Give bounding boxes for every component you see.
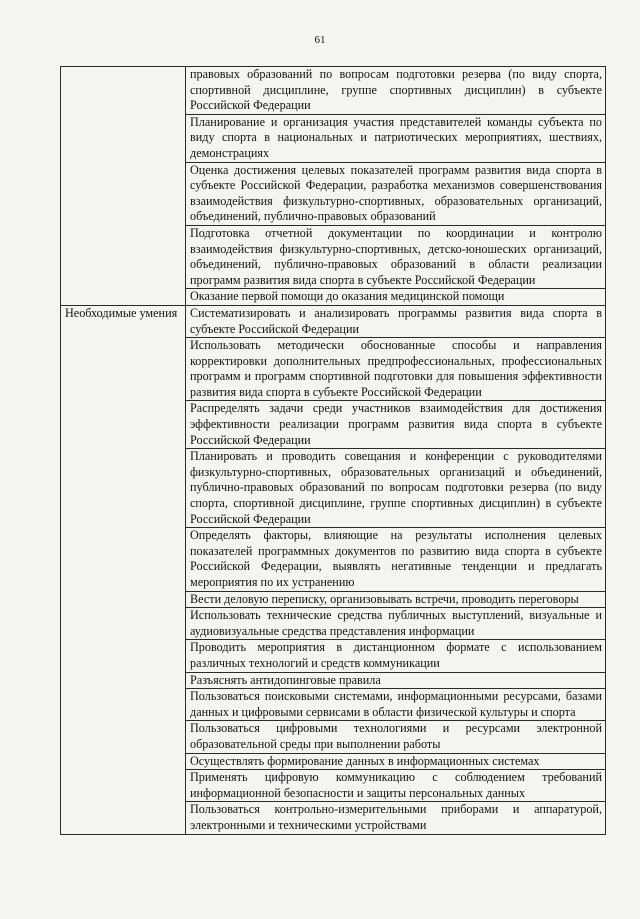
table-cell: Применять цифровую коммуникацию с соблюдением требований информационной безопасности и защиты персональных данных	[186, 770, 606, 802]
table-cell: Оценка достижения целевых показателей программ развития вида спорта в субъекте Российской Федерации, разработка механизмов совершенствования взаимодействия физкультурно-спортивных, образовательных организаций, объединений, публично-правовых образований	[186, 162, 606, 225]
table-cell: Подготовка отчетной документации по координации и контролю взаимодействия физкультурно-спортивных, детско-юношеских организаций, объединений, публично-правовых образований в области реализации программ развития вида спорта в субъекте Российской Федерации	[186, 225, 606, 288]
table-cell: Распределять задачи среди участников взаимодействия для достижения эффективности реализации программ развития вида спорта в субъекте Российской Федерации	[186, 401, 606, 449]
table-cell: Систематизировать и анализировать программы развития вида спорта в субъекте Российской Федерации	[186, 305, 606, 337]
table-cell: Пользоваться цифровыми технологиями и ресурсами электронной образовательной среды при выполнении работы	[186, 721, 606, 753]
table-row	[61, 67, 606, 115]
table-cell: Планирование и организация участия представителей команды субъекта по виду спорта в национальных и патриотических мероприятиях, шествиях, демонстрациях	[186, 114, 606, 162]
table-cell: Использовать технические средства публичных выступлений, визуальные и аудиовизуальные средства представления информации	[186, 608, 606, 640]
table-cell: Пользоваться контрольно-измерительными приборами и аппаратурой, электронными и техническими устройствами	[186, 802, 606, 834]
table-cell: Пользоваться поисковыми системами, информационными ресурсами, базами данных и цифровыми сервисами в области физической культуры и спорта	[186, 689, 606, 721]
table-cell: Проводить мероприятия в дистанционном формате с использованием различных технологий и средств коммуникации	[186, 640, 606, 672]
table-cell: Планировать и проводить совещания и конференции с руководителями физкультурно-спортивных, образовательных организаций и объединений, публично-правовых образований по вопросам подготовки резерва (по виду спорта, спортивной дисциплине, группе спортивных дисциплин) в субъекте Российской Федерации	[186, 449, 606, 528]
page-number: 61	[314, 34, 326, 46]
section-label-cell	[61, 67, 186, 306]
table-cell: Разъяснять антидопинговые правила	[186, 672, 606, 689]
table-cell: правовых образований по вопросам подготовки резерва (по виду спорта, спортивной дисциплине, группе спортивных дисциплин) в субъекте Российской Федерации	[186, 67, 606, 115]
table-cell: Определять факторы, влияющие на результаты исполнения целевых показателей программных документов по развитию вида спорта в субъекте Российской Федерации, выявлять негативные тенденции и предлагать мероприятия по их устранению	[186, 528, 606, 591]
section-label-cell: Необходимые умения	[61, 305, 186, 834]
table-cell: Оказание первой помощи до оказания медицинской помощи	[186, 289, 606, 306]
table-row	[61, 305, 606, 337]
table-cell: Использовать методически обоснованные способы и направления корректировки дополнительных предпрофессиональных, профессиональных программ и программ спортивной подготовки для повышения эффективности развития вида спорта в субъекте Российской Федерации	[186, 338, 606, 401]
table-cell: Осуществлять формирование данных в информационных системах	[186, 753, 606, 770]
table-cell: Вести деловую переписку, организовывать встречи, проводить переговоры	[186, 591, 606, 608]
qualification-table	[60, 66, 606, 835]
